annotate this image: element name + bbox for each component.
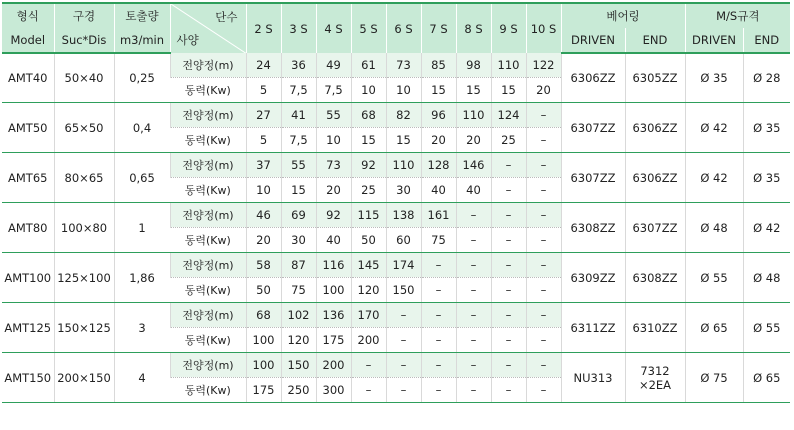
power-value: – xyxy=(491,278,526,303)
head-value: 128 xyxy=(421,153,456,178)
spec-label-head: 전양정(m) xyxy=(170,303,246,328)
head-value: 138 xyxy=(386,203,421,228)
head-value: – xyxy=(456,203,491,228)
power-value: 15 xyxy=(281,178,316,203)
power-value: 7,5 xyxy=(281,78,316,103)
spec-label-head: 전양정(m) xyxy=(170,153,246,178)
power-value: – xyxy=(491,378,526,403)
header-stage: 4 S xyxy=(316,3,351,53)
header-stage: 2 S xyxy=(246,3,281,53)
model-name: AMT125 xyxy=(2,303,54,353)
head-value: 115 xyxy=(351,203,386,228)
spec-label-power: 동력(Kw) xyxy=(170,178,246,203)
power-value: – xyxy=(526,378,561,403)
head-value: 136 xyxy=(316,303,351,328)
spec-label-power: 동력(Kw) xyxy=(170,328,246,353)
power-value: 100 xyxy=(316,278,351,303)
ms-end: Ø 42 xyxy=(743,203,790,253)
table-row-head xyxy=(2,53,790,78)
pump-spec-table-container xyxy=(2,2,790,403)
model-name: AMT80 xyxy=(2,203,54,253)
head-value: – xyxy=(386,303,421,328)
power-value: 75 xyxy=(421,228,456,253)
table-body xyxy=(2,53,790,403)
header-bore-ko: 구경 xyxy=(54,3,114,28)
head-value: 24 xyxy=(246,53,281,78)
header-bore-en: Suc*Dis xyxy=(54,28,114,53)
table-row-head xyxy=(2,353,790,378)
model-bore: 125×100 xyxy=(54,253,114,303)
model-flow: 1 xyxy=(114,203,170,253)
model-flow: 3 xyxy=(114,303,170,353)
header-stage: 10 S xyxy=(526,3,561,53)
model-bore: 200×150 xyxy=(54,353,114,403)
head-value: 68 xyxy=(246,303,281,328)
spec-label-head: 전양정(m) xyxy=(170,203,246,228)
header-ms: M/S규격 xyxy=(685,3,790,28)
power-value: 25 xyxy=(491,128,526,153)
header-bearing-driven: DRIVEN xyxy=(561,28,625,53)
ms-driven: Ø 35 xyxy=(685,53,743,103)
head-value: – xyxy=(526,103,561,128)
header-stage: 5 S xyxy=(351,3,386,53)
head-value: – xyxy=(491,203,526,228)
head-value: 124 xyxy=(491,103,526,128)
ms-driven: Ø 75 xyxy=(685,353,743,403)
head-value: 122 xyxy=(526,53,561,78)
bearing-driven: 6308ZZ xyxy=(561,203,625,253)
head-value: 36 xyxy=(281,53,316,78)
bearing-driven: NU313 xyxy=(561,353,625,403)
bearing-end: 6306ZZ xyxy=(625,153,685,203)
power-value: 10 xyxy=(386,78,421,103)
power-value: – xyxy=(386,378,421,403)
ms-end: Ø 55 xyxy=(743,303,790,353)
header-stage: 6 S xyxy=(386,3,421,53)
ms-driven: Ø 48 xyxy=(685,203,743,253)
head-value: 92 xyxy=(351,153,386,178)
head-value: 96 xyxy=(421,103,456,128)
header-bearing: 베어링 xyxy=(561,3,685,28)
header-row-1 xyxy=(2,3,790,28)
bearing-driven: 6311ZZ xyxy=(561,303,625,353)
spec-label-head: 전양정(m) xyxy=(170,103,246,128)
head-value: 73 xyxy=(386,53,421,78)
head-value: 49 xyxy=(316,53,351,78)
power-value: – xyxy=(526,328,561,353)
model-bore: 100×80 xyxy=(54,203,114,253)
head-value: 58 xyxy=(246,253,281,278)
power-value: 60 xyxy=(386,228,421,253)
table-row-head xyxy=(2,153,790,178)
head-value: 87 xyxy=(281,253,316,278)
head-value: – xyxy=(456,353,491,378)
header-stage-label: 단수 xyxy=(215,10,238,24)
model-bore: 150×125 xyxy=(54,303,114,353)
bearing-driven: 6309ZZ xyxy=(561,253,625,303)
power-value: 40 xyxy=(316,228,351,253)
model-flow: 1,86 xyxy=(114,253,170,303)
ms-end: Ø 35 xyxy=(743,103,790,153)
head-value: 85 xyxy=(421,53,456,78)
head-value: 100 xyxy=(246,353,281,378)
model-flow: 0,65 xyxy=(114,153,170,203)
spec-label-head: 전양정(m) xyxy=(170,253,246,278)
header-stage: 3 S xyxy=(281,3,316,53)
header-ms-end: END xyxy=(743,28,790,53)
pump-spec-table xyxy=(2,2,790,403)
header-bearing-end: END xyxy=(625,28,685,53)
head-value: – xyxy=(491,303,526,328)
model-name: AMT40 xyxy=(2,53,54,103)
head-value: 145 xyxy=(351,253,386,278)
head-value: 46 xyxy=(246,203,281,228)
power-value: 20 xyxy=(316,178,351,203)
ms-driven: Ø 55 xyxy=(685,253,743,303)
power-value: 20 xyxy=(456,128,491,153)
head-value: – xyxy=(491,153,526,178)
table-row-head xyxy=(2,203,790,228)
header-type-ko: 형식 xyxy=(2,3,54,28)
head-value: 68 xyxy=(351,103,386,128)
header-flow-en: m3/min xyxy=(114,28,170,53)
bearing-driven: 6307ZZ xyxy=(561,103,625,153)
model-bore: 50×40 xyxy=(54,53,114,103)
head-value: 110 xyxy=(491,53,526,78)
header-spec-label: 사양 xyxy=(176,33,199,47)
spec-label-power: 동력(Kw) xyxy=(170,78,246,103)
power-value: 50 xyxy=(246,278,281,303)
ms-driven: Ø 42 xyxy=(685,153,743,203)
power-value: 30 xyxy=(281,228,316,253)
power-value: – xyxy=(386,328,421,353)
model-name: AMT150 xyxy=(2,353,54,403)
header-ms-driven: DRIVEN xyxy=(685,28,743,53)
head-value: – xyxy=(386,353,421,378)
head-value: 41 xyxy=(281,103,316,128)
bearing-end: 6310ZZ xyxy=(625,303,685,353)
table-row-head xyxy=(2,303,790,328)
power-value: – xyxy=(421,378,456,403)
head-value: – xyxy=(421,353,456,378)
head-value: – xyxy=(526,303,561,328)
spec-label-head: 전양정(m) xyxy=(170,353,246,378)
power-value: 10 xyxy=(246,178,281,203)
power-value: 15 xyxy=(491,78,526,103)
head-value: 146 xyxy=(456,153,491,178)
power-value: 30 xyxy=(386,178,421,203)
header-type-en: Model xyxy=(2,28,54,53)
power-value: 40 xyxy=(421,178,456,203)
ms-driven: Ø 65 xyxy=(685,303,743,353)
spec-label-power: 동력(Kw) xyxy=(170,228,246,253)
power-value: 20 xyxy=(421,128,456,153)
bearing-driven: 6306ZZ xyxy=(561,53,625,103)
power-value: 15 xyxy=(386,128,421,153)
power-value: 7,5 xyxy=(316,78,351,103)
head-value: 98 xyxy=(456,53,491,78)
head-value: 170 xyxy=(351,303,386,328)
header-flow-ko: 토출량 xyxy=(114,3,170,28)
head-value: 150 xyxy=(281,353,316,378)
power-value: 20 xyxy=(246,228,281,253)
head-value: 110 xyxy=(456,103,491,128)
model-name: AMT65 xyxy=(2,153,54,203)
head-value: 110 xyxy=(386,153,421,178)
ms-end: Ø 28 xyxy=(743,53,790,103)
model-bore: 65×50 xyxy=(54,103,114,153)
head-value: 55 xyxy=(281,153,316,178)
power-value: – xyxy=(456,278,491,303)
power-value: – xyxy=(456,228,491,253)
head-value: – xyxy=(351,353,386,378)
head-value: 116 xyxy=(316,253,351,278)
power-value: – xyxy=(456,378,491,403)
power-value: – xyxy=(421,278,456,303)
header-stage: 7 S xyxy=(421,3,456,53)
spec-label-head: 전양정(m) xyxy=(170,53,246,78)
model-flow: 0,25 xyxy=(114,53,170,103)
bearing-end: 7312 ×2EA xyxy=(625,353,685,403)
bearing-end: 6306ZZ xyxy=(625,103,685,153)
power-value: 300 xyxy=(316,378,351,403)
power-value: 100 xyxy=(246,328,281,353)
model-flow: 0,4 xyxy=(114,103,170,153)
power-value: 15 xyxy=(456,78,491,103)
model-bore: 80×65 xyxy=(54,153,114,203)
power-value: 10 xyxy=(316,128,351,153)
power-value: 50 xyxy=(351,228,386,253)
header-stage-spec-diagonal xyxy=(170,3,246,53)
power-value: 5 xyxy=(246,78,281,103)
head-value: 82 xyxy=(386,103,421,128)
head-value: 55 xyxy=(316,103,351,128)
head-value: – xyxy=(421,253,456,278)
ms-end: Ø 35 xyxy=(743,153,790,203)
head-value: – xyxy=(491,353,526,378)
head-value: – xyxy=(421,303,456,328)
head-value: – xyxy=(526,253,561,278)
spec-label-power: 동력(Kw) xyxy=(170,378,246,403)
head-value: 92 xyxy=(316,203,351,228)
power-value: – xyxy=(526,178,561,203)
ms-end: Ø 65 xyxy=(743,353,790,403)
head-value: – xyxy=(491,253,526,278)
head-value: – xyxy=(456,253,491,278)
spec-label-power: 동력(Kw) xyxy=(170,128,246,153)
bearing-driven: 6307ZZ xyxy=(561,153,625,203)
power-value: 75 xyxy=(281,278,316,303)
bearing-end: 6307ZZ xyxy=(625,203,685,253)
power-value: 120 xyxy=(281,328,316,353)
power-value: 15 xyxy=(421,78,456,103)
bearing-end: 6305ZZ xyxy=(625,53,685,103)
header-stage: 8 S xyxy=(456,3,491,53)
power-value: 200 xyxy=(351,328,386,353)
power-value: 20 xyxy=(526,78,561,103)
head-value: – xyxy=(526,203,561,228)
power-value: 7,5 xyxy=(281,128,316,153)
bearing-end: 6308ZZ xyxy=(625,253,685,303)
power-value: 175 xyxy=(316,328,351,353)
power-value: – xyxy=(526,278,561,303)
power-value: 15 xyxy=(351,128,386,153)
head-value: 69 xyxy=(281,203,316,228)
header-stage: 9 S xyxy=(491,3,526,53)
head-value: 73 xyxy=(316,153,351,178)
spec-label-power: 동력(Kw) xyxy=(170,278,246,303)
head-value: 161 xyxy=(421,203,456,228)
head-value: 174 xyxy=(386,253,421,278)
table-row-head xyxy=(2,253,790,278)
power-value: – xyxy=(526,128,561,153)
power-value: 250 xyxy=(281,378,316,403)
power-value: – xyxy=(456,328,491,353)
power-value: – xyxy=(491,178,526,203)
head-value: 27 xyxy=(246,103,281,128)
head-value: – xyxy=(456,303,491,328)
power-value: 5 xyxy=(246,128,281,153)
power-value: – xyxy=(526,228,561,253)
power-value: 10 xyxy=(351,78,386,103)
power-value: – xyxy=(491,328,526,353)
model-name: AMT50 xyxy=(2,103,54,153)
head-value: 37 xyxy=(246,153,281,178)
model-name: AMT100 xyxy=(2,253,54,303)
table-row-head xyxy=(2,103,790,128)
head-value: 200 xyxy=(316,353,351,378)
power-value: – xyxy=(421,328,456,353)
power-value: 150 xyxy=(386,278,421,303)
head-value: – xyxy=(526,153,561,178)
head-value: 61 xyxy=(351,53,386,78)
power-value: 25 xyxy=(351,178,386,203)
ms-end: Ø 48 xyxy=(743,253,790,303)
ms-driven: Ø 42 xyxy=(685,103,743,153)
table-header xyxy=(2,3,790,53)
head-value: – xyxy=(526,353,561,378)
power-value: – xyxy=(351,378,386,403)
power-value: 175 xyxy=(246,378,281,403)
power-value: – xyxy=(491,228,526,253)
power-value: 120 xyxy=(351,278,386,303)
head-value: 102 xyxy=(281,303,316,328)
model-flow: 4 xyxy=(114,353,170,403)
power-value: 40 xyxy=(456,178,491,203)
